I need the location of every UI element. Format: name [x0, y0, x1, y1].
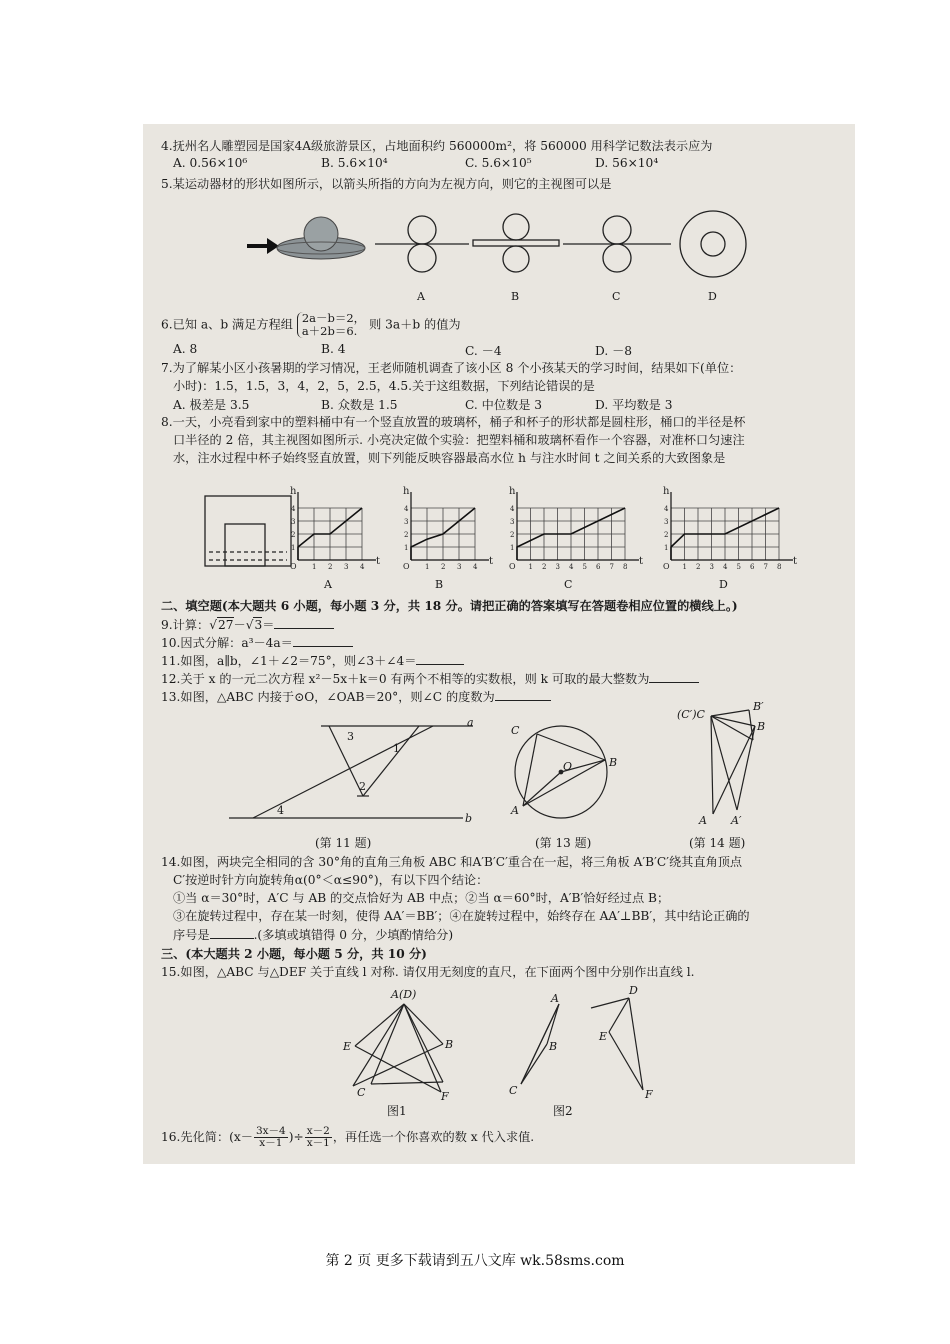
q7-line2: 小时)：1.5，1.5，3，4，2，5，2.5，4.5.关于这组数据，下列结论错误的是 [173, 379, 595, 393]
fig11-angle-1: 1 [393, 742, 400, 755]
q8-x-tick: 3 [555, 563, 560, 571]
fig13-label-a: A [511, 804, 519, 817]
fig15-label-c: C [357, 1086, 366, 1099]
q7-option-a: A. 极差是 3.5 [173, 398, 250, 412]
q4-option-c: C. 5.6×10⁵ [465, 156, 532, 170]
q9-prefix: 9.计算： [161, 618, 210, 632]
q9-radicand-2: 3 [254, 618, 263, 632]
q8-x-tick: 4 [473, 563, 478, 571]
section2-heading: 二、填空题(本大题共 6 小题，每小题 3 分，共 18 分。请把正确的答案填写在答题卷相应位置的横线上。) [161, 599, 738, 613]
fig13-caption: (第 13 题) [535, 836, 592, 850]
q8-x-tick: 5 [582, 563, 587, 571]
q8-x-tick: 8 [623, 563, 628, 571]
q8-x-tick: 7 [609, 563, 614, 571]
q15-stem: 15.如图，△ABC 与△DEF 关于直线 l 对称. 请仅用无刻度的直尺，在下面两个图中分别作出直线 l. [161, 965, 695, 979]
q8-y-tick: 4 [664, 505, 669, 513]
q7-option-c: C. 中位数是 3 [465, 398, 543, 412]
q8-y-tick: 3 [510, 518, 515, 526]
fig15-2-label-b: B [549, 1040, 558, 1053]
q8-y-tick: 2 [291, 531, 296, 539]
q8-x-tick: 1 [425, 563, 430, 571]
fig11-angle-2: 2 [359, 780, 366, 793]
q15-figures [143, 124, 855, 1124]
q8-origin-label: O [509, 562, 516, 571]
q8-axis-t-label: t [489, 556, 494, 567]
q16-suffix: ，再任选一个你喜欢的数 x 代入求值. [332, 1130, 535, 1144]
q8-y-tick: 1 [404, 544, 409, 552]
q8-y-tick: 2 [404, 531, 409, 539]
q16-fraction-2 [305, 1126, 332, 1149]
q8-line2: 口半径的 2 倍，其主视图如图所示. 小亮决定做个实验：把塑料桶和玻璃杯看作一个容器，对准杯口匀速注 [173, 433, 745, 447]
q8-line1: 8.一天，小亮看到家中的塑料桶中有一个竖直放置的玻璃杯，桶子和杯子的形状都是圆柱形，桶口的半径是杯 [161, 415, 746, 429]
q8-x-tick: 2 [328, 563, 333, 571]
q12-text: 12.关于 x 的一元二次方程 x²－5x＋k＝0 有两个不相等的实数根，则 k 可取的最大整数为 [161, 672, 650, 686]
page-footer: 第 2 页 更多下载请到五八文库 wk.58sms.com [325, 1253, 625, 1269]
q6-eq2: a＋2b＝6. [301, 324, 358, 338]
q7-option-b: B. 众数是 1.5 [321, 398, 398, 412]
q9-equals: ＝ [262, 618, 275, 632]
q14-line5-prefix: 序号是 [173, 928, 210, 942]
q16-fraction-2-denominator: x－1 [306, 1137, 330, 1149]
q8-y-tick: 3 [404, 518, 409, 526]
q5-stem: 5.某运动器材的形状如图所示，以箭头所指的方向为左视方向，则它的主视图可以是 [161, 177, 612, 191]
q8-axis-t-label: t [793, 556, 798, 567]
q4-option-b: B. 5.6×10⁴ [321, 156, 388, 170]
fig15-2-label-e: E [599, 1030, 608, 1043]
fig15-2-label-c: C [509, 1084, 518, 1097]
q5-label-d: D [708, 290, 717, 303]
q6-eq1: 2a－b＝2， [301, 311, 366, 325]
q6-option-b: B. 4 [321, 342, 346, 356]
q14-line4: ③在旋转过程中，存在某一时刻，使得 AA′＝BB′；④在旋转过程中，始终存在 AA′⊥BB′，其中结论正确的 [173, 909, 750, 923]
q8-x-tick: 4 [569, 563, 574, 571]
q14-line3: ①当 α＝30°时，A′C 与 AB 的交点恰好为 AB 中点；②当 α＝60°时，A′B′恰好经过点 B； [173, 891, 670, 905]
q8-origin-label: O [403, 562, 410, 571]
q8-axis-h-label: h [663, 486, 670, 497]
q6-stem-a: 6.已知 a、b 满足方程组 [161, 317, 293, 332]
q8-axis-h-label: h [290, 486, 297, 497]
q8-x-tick: 3 [344, 563, 349, 571]
q10-text: 10.因式分解：a³－4a＝ [161, 636, 293, 650]
fig15-caption-2: 图2 [553, 1104, 573, 1118]
q8-axis-h-label: h [509, 486, 516, 497]
q13-text: 13.如图，△ABC 内接于⊙O，∠OAB＝20°，则∠C 的度数为 [161, 690, 495, 704]
q8-x-tick: 1 [682, 563, 687, 571]
fig11-caption: (第 11 题) [315, 836, 372, 850]
q9-minus: － [233, 618, 246, 632]
fig13-label-c: C [511, 724, 520, 737]
fig15-2-label-d: D [629, 984, 638, 997]
q8-y-tick: 4 [291, 505, 296, 513]
q8-x-tick: 3 [709, 563, 714, 571]
fig15-label-f: F [441, 1090, 449, 1103]
q8-line3: 水，注水过程中杯子始终竖直放置，则下列能反映容器最高水位 h 与注水时间 t 之间关系的大致图象是 [173, 451, 726, 465]
q14-line1: 14.如图，两块完全相同的含 30°角的直角三角板 ABC 和A′B′C′重合在一起，将三角板 A′B′C′绕其直角顶点 [161, 855, 743, 869]
q16-fraction-1-denominator: x－1 [259, 1137, 283, 1149]
q4-option-d: D. 56×10⁴ [595, 156, 659, 170]
fig15-label-e: E [343, 1040, 352, 1053]
q8-x-tick: 6 [750, 563, 755, 571]
q8-y-tick: 2 [510, 531, 515, 539]
q8-x-tick: 4 [360, 563, 365, 571]
q8-y-tick: 4 [404, 505, 409, 513]
fig14-label-a1: A′ [731, 814, 742, 827]
q8-y-tick: 2 [664, 531, 669, 539]
q16 [161, 1126, 534, 1149]
fig14-label-b1: B′ [753, 700, 764, 713]
q6-option-a: A. 8 [173, 342, 198, 356]
q7-option-d: D. 平均数是 3 [595, 398, 673, 412]
q6-stem-b: 则 3a＋b 的值为 [369, 317, 461, 332]
q8-x-tick: 2 [542, 563, 547, 571]
fig11-label-a: a [467, 716, 474, 729]
q8-x-tick: 2 [696, 563, 701, 571]
q8-x-tick: 1 [312, 563, 317, 571]
q14-line5-suffix: .(多填或填错得 0 分，少填酌情给分) [253, 928, 454, 942]
scanned-exam-page [143, 124, 855, 1164]
fig15-label-ad: A(D) [391, 988, 417, 1001]
q8-axis-t-label: t [376, 556, 381, 567]
q8-y-tick: 1 [664, 544, 669, 552]
q8-x-tick: 6 [596, 563, 601, 571]
q8-x-tick: 1 [528, 563, 533, 571]
q8-x-tick: 8 [777, 563, 782, 571]
fig15-2-label-f: F [645, 1088, 653, 1101]
section3-heading: 三、(本大题共 2 小题，每小题 5 分，共 10 分) [161, 947, 427, 961]
fig15-label-b: B [445, 1038, 454, 1051]
q16-fraction-1-numerator: 3x－4 [255, 1125, 286, 1137]
fig13-label-b: B [609, 756, 618, 769]
q5-label-b: B [511, 290, 520, 303]
q8-axis-h-label: h [403, 486, 410, 497]
q6-option-d: D. －8 [595, 344, 633, 358]
q8-label-c: C [564, 578, 573, 591]
q4-stem: 4.抚州名人雕塑园是国家4A级旅游景区，占地面积约 560000m²，将 560000 用科学记数法表示应为 [161, 139, 713, 153]
q8-x-tick: 3 [457, 563, 462, 571]
fig15-caption-1: 图1 [387, 1104, 407, 1118]
q16-fraction-1 [254, 1126, 288, 1149]
q8-label-a: A [324, 578, 332, 591]
fig11-angle-3: 3 [347, 730, 354, 743]
q5-label-a: A [417, 290, 425, 303]
q8-y-tick: 1 [291, 544, 296, 552]
q8-x-tick: 4 [723, 563, 728, 571]
fig14-label-a: A [699, 814, 707, 827]
q8-x-tick: 7 [763, 563, 768, 571]
q8-label-b: B [435, 578, 444, 591]
q8-y-tick: 3 [291, 518, 296, 526]
q9-radicand-1: 27 [217, 618, 234, 632]
q16-fraction-2-numerator: x－2 [306, 1125, 330, 1137]
fig15-2-label-a: A [551, 992, 559, 1005]
q11-text: 11.如图，a∥b，∠1＋∠2＝75°，则∠3＋∠4＝ [161, 654, 417, 668]
fig14-label-b: B [757, 720, 766, 733]
q8-origin-label: O [290, 562, 297, 571]
fig14-caption: (第 14 题) [689, 836, 746, 850]
q16-prefix: 16.先化简：(x－ [161, 1130, 253, 1144]
q8-origin-label: O [663, 562, 670, 571]
q8-y-tick: 4 [510, 505, 515, 513]
q8-y-tick: 1 [510, 544, 515, 552]
q9: 9.计算：√27－√3＝ [161, 616, 334, 633]
q8-axis-t-label: t [639, 556, 644, 567]
fig11-angle-4: 4 [277, 804, 284, 817]
q15-figure-1 [353, 1004, 443, 1092]
fig14-label-c: (C′)C [677, 708, 705, 721]
q8-x-tick: 5 [736, 563, 741, 571]
q4-option-a: A. 0.56×10⁶ [173, 156, 248, 170]
q7-line1: 7.为了解某小区小孩暑期的学习情况，王老师随机调查了该小区 8 个小孩某天的学习时间，结果如下(单位： [161, 361, 742, 375]
q14-line2: C′按逆时针方向旋转角α(0°＜α≤90°)，有以下四个结论： [173, 873, 489, 887]
q5-label-c: C [612, 290, 621, 303]
q8-x-tick: 2 [441, 563, 446, 571]
q15-figure-2 [521, 998, 643, 1090]
fig13-label-o: O [563, 760, 573, 773]
q6-option-c: C. －4 [465, 344, 502, 358]
q8-label-d: D [719, 578, 728, 591]
q16-divide: )÷ [288, 1130, 304, 1144]
q8-y-tick: 3 [664, 518, 669, 526]
fig11-label-b: b [465, 812, 473, 825]
